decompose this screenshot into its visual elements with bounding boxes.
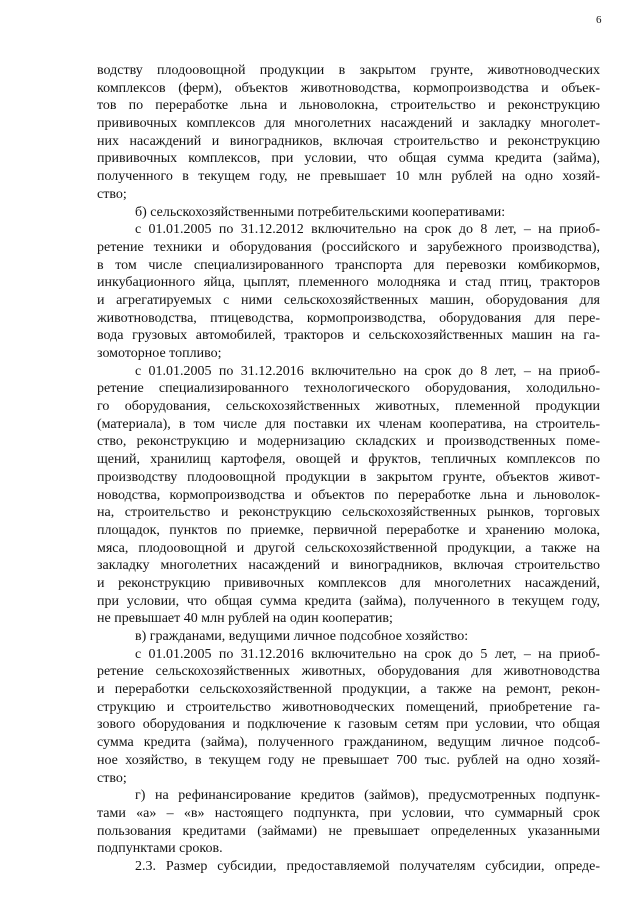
- text-line: производству плодоовощной продукции в закрытом грунте, объектов живот-: [97, 469, 600, 485]
- text-line: ретение техники и оборудования (российского и зарубежного производства),: [97, 239, 600, 255]
- text-line: с 01.01.2005 по 31.12.2016 включительно на срок до 5 лет, – на приоб-: [135, 646, 600, 662]
- text-line: го оборудования, сельскохозяйственных животных, племенной продукции: [97, 399, 600, 415]
- text-line: прививочных комплексов, при условии, что общая сумма кредита (займа),: [97, 151, 600, 167]
- text-line: и агрегатируемых с ними сельскохозяйственных машин, оборудования для: [97, 292, 600, 308]
- body-text: [97, 62, 600, 876]
- text-line: б) сельскохозяйственными потребительскими кооперативами:: [135, 204, 506, 220]
- text-line: прививочных комплексов для многолетних насаждений и закладку многолет-: [97, 116, 600, 132]
- text-line: зомоторное топливо;: [97, 346, 222, 361]
- text-line: зового оборудования и подключение к газовым сетям при условии, что общая: [97, 717, 600, 733]
- page-number: 6: [596, 14, 602, 26]
- text-line: площадок, пунктов по приемке, первичной переработке и хранению молока,: [97, 522, 600, 538]
- text-line: ное хозяйство, в текущем году не превышает 700 тыс. рублей на одно хозяй-: [97, 752, 600, 768]
- text-line: в) гражданами, ведущими личное подсобное хозяйство:: [135, 629, 469, 644]
- text-line: ство, реконструкцию и модернизацию складских и производственных поме-: [97, 434, 600, 450]
- text-line: ретение сельскохозяйственных животных, оборудования для животноводства: [97, 664, 600, 680]
- text-line: ство;: [97, 186, 127, 202]
- text-line: не превышает 40 млн рублей на один кооператив;: [97, 611, 393, 627]
- text-line: с 01.01.2005 по 31.12.2016 включительно на срок до 8 лет, – на приоб-: [135, 363, 600, 379]
- text-line: с 01.01.2005 по 31.12.2012 включительно на срок до 8 лет, – на приоб-: [135, 222, 600, 238]
- text-line: (материала), в том числе для поставки их членам кооператива, на строитель-: [97, 416, 600, 432]
- text-line: тов по переработке льна и льноволокна, строительство и реконструкцию: [97, 98, 600, 114]
- text-line: закладку многолетних насаждений и виноградников, включая строительство: [97, 558, 600, 574]
- text-line: ство;: [97, 770, 127, 786]
- text-line: тами «а» – «в» настоящего подпункта, при условии, что суммарный срок: [97, 805, 600, 821]
- text-line: и переработки сельскохозяйственной продукции, а также на ремонт, рекон-: [97, 682, 600, 698]
- text-line: на, строительство и реконструкцию сельскохозяйственных рынков, торговых: [97, 505, 600, 521]
- text-line: щений, хранилищ картофеля, овощей и фруктов, тепличных комплексов по: [97, 452, 600, 468]
- text-line: полученного в текущем году, не превышает 10 млн рублей на одно хозяй-: [97, 169, 600, 185]
- text-line: новодства, кормопроизводства и объектов по переработке льна и льноволок-: [97, 487, 600, 503]
- text-line: сумма кредита (займа), полученного гражданином, ведущим личное подсоб-: [97, 735, 600, 751]
- text-line: 2.3. Размер субсидии, предоставляемой получателям субсидии, опреде-: [135, 858, 600, 874]
- text-line: комплексов (ферм), объектов животноводства, кормопроизводства и объек-: [97, 80, 600, 96]
- text-line: подпунктами сроков.: [97, 841, 223, 857]
- text-line: инкубационного яйца, цыплят, племенного молодняка и стад птиц, тракторов: [97, 275, 600, 291]
- text-line: животноводства, птицеводства, кормопроизводства, оборудования для пере-: [97, 310, 600, 326]
- text-line: мяса, плодоовощной и другой сельскохозяйственной продукции, а также на: [97, 540, 600, 556]
- text-line: при условии, что общая сумма кредита (займа), полученного в текущем году,: [97, 593, 600, 609]
- text-line: вода грузовых автомобилей, тракторов и сельскохозяйственных машин на га-: [97, 328, 600, 344]
- text-line: ретение специализированного технологического оборудования, холодильно-: [97, 381, 600, 397]
- text-line: и реконструкцию прививочных комплексов для многолетних насаждений,: [97, 575, 600, 591]
- text-line: в том числе специализированного транспорта для перевозки комбикормов,: [97, 257, 600, 273]
- text-line: струкцию и строительство животноводческих помещений, приобретение га-: [97, 699, 600, 715]
- text-line: водству плодоовощной продукции в закрытом грунте, животноводческих: [97, 63, 600, 78]
- text-line: них насаждений и виноградников, включая строительство и реконструкцию: [97, 133, 600, 149]
- text-line: пользования кредитами (займами) не превышает определенных указанными: [97, 823, 600, 839]
- text-line: г) на рефинансирование кредитов (займов), предусмотренных подпунк-: [135, 788, 600, 804]
